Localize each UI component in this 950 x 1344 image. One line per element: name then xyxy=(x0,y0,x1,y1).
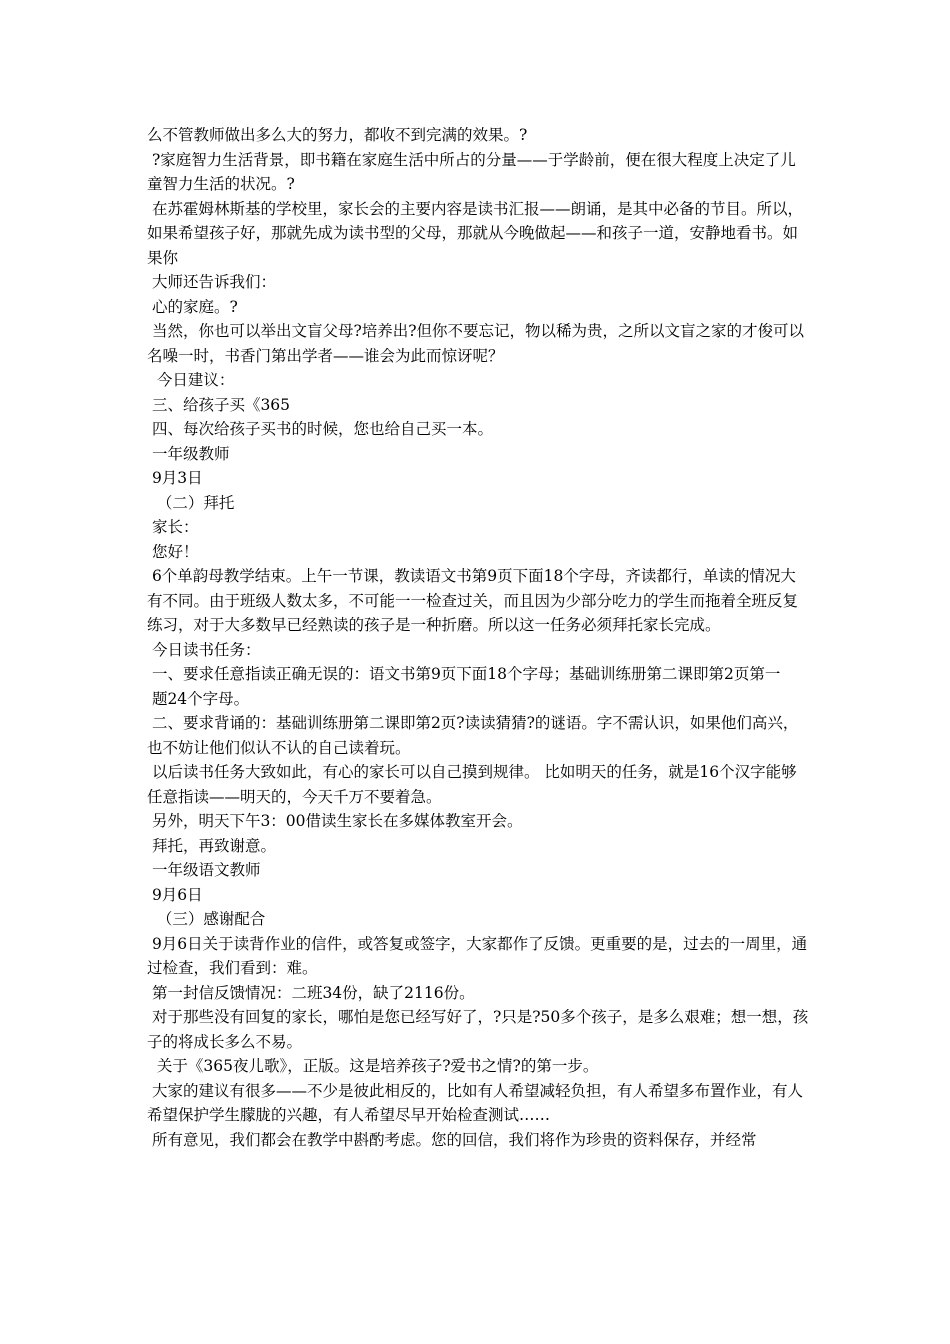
paragraph: 今日读书任务： xyxy=(147,640,261,659)
paragraph: 拜托，再致谢意。 xyxy=(147,836,276,855)
paragraph: 一年级语文教师 xyxy=(147,861,261,879)
paragraph: 以后读书任务大致如此，有心的家长可以自己摸到规律。 比如明天的任务，就是16个汉字能够任意指读——明天的，今天千万不要着急。 xyxy=(147,763,797,806)
paragraph: 三、给孩子买《365 xyxy=(147,395,291,414)
paragraph: 另外，明天下午3：00借读生家长在多媒体教室开会。 xyxy=(147,812,523,830)
paragraph: 大家的建议有很多——不少是彼此相反的，比如有人希望减轻负担，有人希望多布置作业，有人希望保护学生朦胧的兴趣，有人希望尽早开始检查测试…… xyxy=(147,1081,803,1124)
paragraph: 所有意见，我们都会在教学中斟酌考虑。您的回信，我们将作为珍贵的资料保存，并经常 xyxy=(147,1130,757,1149)
paragraph: （三）感谢配合 xyxy=(147,910,266,928)
document-body xyxy=(147,123,811,1152)
paragraph: （二）拜托 xyxy=(147,493,235,512)
paragraph: 四、每次给孩子买书的时候，您也给自己买一本。 xyxy=(147,420,493,438)
paragraph: 9月6日关于读背作业的信件，或答复或签字，大家都作了反馈。更重要的是，过去的一周里，通过检查，我们看到：难。 xyxy=(147,934,808,977)
paragraph: 对于那些没有回复的家长，哪怕是您已经写好了，?只是?50多个孩子，是多么艰难；想一想，孩子的将成长多么不易。 xyxy=(147,1008,809,1051)
paragraph: 第一封信反馈情况：二班34份，缺了2116份。 xyxy=(147,983,475,1002)
paragraph: 么不管教师做出多么大的努力，都收不到完满的效果。? xyxy=(147,126,528,144)
paragraph: 题24个字母。 xyxy=(147,689,250,708)
paragraph: 关于《365夜儿歌》，正版。这是培养孩子?爱书之情?的第一步。 xyxy=(147,1057,599,1075)
paragraph: ?家庭智力生活背景，即书籍在家庭生活中所占的分量——于学龄前，便在很大程度上决定了儿童智力生活的状况。? xyxy=(147,150,796,193)
paragraph: 6个单韵母教学结束。上午一节课，教读语文书第9页下面18个字母，齐读都行，单读的情况大有不同。由于班级人数太多，不可能一一检查过关，而且因为少部分吃力的学生而拖着全班反复练习，对于大多数早已经熟读的孩子是一种折磨。所以这一任务必须拜托家长完成。 xyxy=(147,567,799,634)
paragraph: 当然，你也可以举出文盲父母?培养出?但你不要忘记，物以稀为贵，之所以文盲之家的才俊可以名噪一时，书香门第出学者——谁会为此而惊讶呢？ xyxy=(147,322,805,365)
paragraph: 9月3日 xyxy=(147,469,203,487)
paragraph: 9月6日 xyxy=(147,885,203,904)
paragraph: 大师还告诉我们： xyxy=(147,273,276,291)
paragraph: 家长： xyxy=(147,518,199,536)
paragraph: 一、要求任意指读正确无误的：语文书第9页下面18个字母；基础训练册第二课即第2页第一 xyxy=(147,665,781,683)
paragraph: 心的家庭。? xyxy=(147,297,238,316)
paragraph: 您好！ xyxy=(147,542,199,561)
paragraph: 二、要求背诵的：基础训练册第二课即第2页?读读猜猜?的谜语。字不需认识，如果他们高兴，也不妨让他们似认不认的自己读着玩。 xyxy=(147,714,799,757)
paragraph: 一年级教师 xyxy=(147,444,230,463)
paragraph: 在苏霍姆林斯基的学校里，家长会的主要内容是读书汇报——朗诵，是其中必备的节目。所以，如果希望孩子好，那就先成为读书型的父母，那就从今晚做起——和孩子一道，安静地看书。如果你 xyxy=(147,199,803,267)
paragraph: 今日建议： xyxy=(147,371,235,389)
